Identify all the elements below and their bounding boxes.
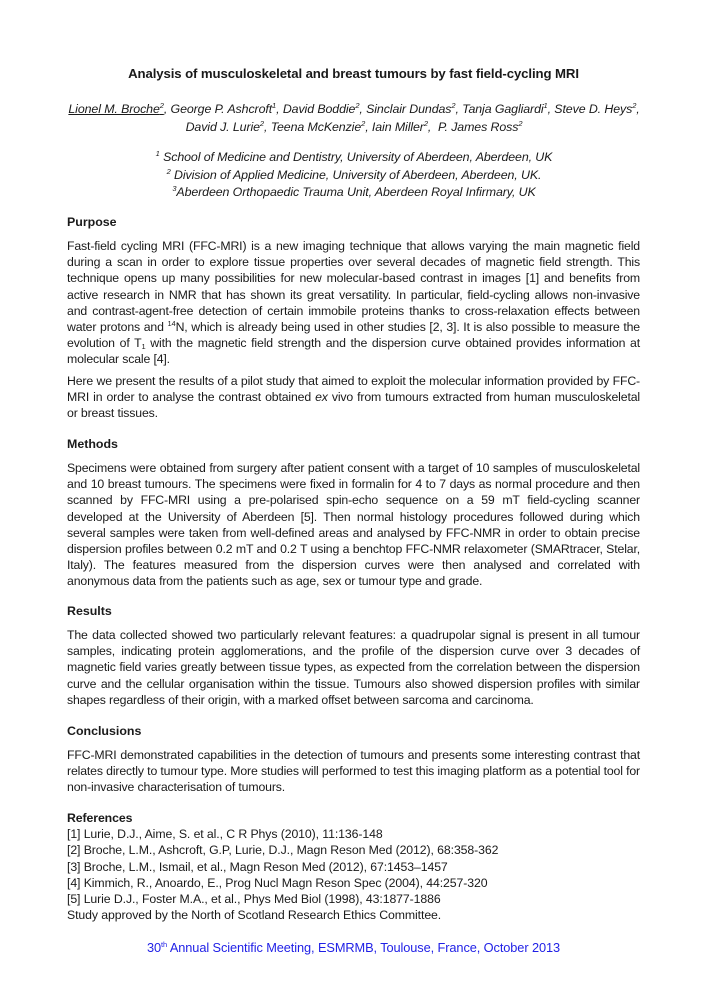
results-heading: Results: [67, 604, 112, 618]
author: Sinclair Dundas$^2$,: [366, 101, 463, 116]
affiliation: $^1$ School of Medicine and Dentistry, University of Aberdeen, Aberdeen, UK: [155, 149, 553, 164]
author: George P. Ashcroft$^1$,: [170, 101, 283, 116]
methods-heading: Methods: [67, 437, 118, 451]
author: P. James Ross$^2$: [437, 119, 523, 134]
conference-footer: 30th Annual Scientific Meeting, ESMRMB, Toulouse, France, October 2013: [146, 940, 561, 955]
author-list: [60, 100, 648, 136]
presenting-author: Lionel M. Broche$^2$: [68, 101, 164, 116]
author: Steve D. Heys$^2$,: [554, 101, 640, 116]
author: David Boddie$^2$,: [282, 101, 367, 116]
reference-item: [3] Broche, L.M., Ismail, et al., Magn Reson Med (2012), 67:1453–1457: [67, 859, 448, 874]
purpose-paragraph-1: Fast-field cycling MRI (FFC-MRI) is a new imaging technique that allows varying the main magnetic field during a scan in order to explore tissue properties over several decades of magnetic field strength. This technique opens up many possibilities for new molecular-based contrast in images [1] and benefits from active research in NMR that has shown its great versatility. In particular, field-cycling allows non-invasive and contrast-agent-free detection of certain immobile proteins thanks to cross-relaxation effects between water protons and $^{14}$N, which is already being used in other studies [2, 3]. It is also possible to measure the evolution of $T_1$ with the magnetic field strength and the dispersion curve obtained provides information at molecular scale [4].: [67, 239, 640, 367]
reference-item: [5] Lurie D.J., Foster M.A., et al., Phys Med Biol (1998), 43:1877-1886: [67, 892, 441, 907]
references-section: [67, 810, 498, 923]
reference-item: [4] Kimmich, R., Anoardo, E., Prog Nucl Magn Reson Spec (2004), 44:257-320: [67, 875, 488, 890]
affiliation: $^3$Aberdeen Orthopaedic Trauma Unit, Aberdeen Royal Infirmary, UK: [172, 184, 536, 199]
conclusions-paragraph: FFC-MRI demonstrated capabilities in the detection of tumours and presents some interesting contrast that relates directly to tumour type. More studies will performed to test this imaging platform as a potential tool for non-invasive characterisation of tumours.: [67, 748, 640, 795]
author: Teena McKenzie$^2$,: [270, 119, 372, 134]
author: David J. Lurie$^2$,: [185, 119, 271, 134]
paper-title: Analysis of musculoskeletal and breast tumours by fast field-cycling MRI: [128, 66, 579, 81]
reference-item: [1] Lurie, D.J., Aime, S. et al., C R Phys (2010), 11:136-148: [67, 827, 383, 842]
author: Tanja Gagliardi$^1$,: [462, 101, 555, 116]
author: Iain Miller$^2$,: [371, 119, 438, 134]
purpose-paragraph-2: Here we present the results of a pilot study that aimed to exploit the molecular information provided by FFC-MRI in order to analyse the contrast obtained ex vivo from tumours extracted from human musculoskeletal or breast tissues.: [67, 374, 640, 421]
author: Lionel M. Broche$^2$,: [68, 101, 171, 116]
affiliation-list: [60, 149, 648, 202]
references-heading: References: [67, 811, 133, 825]
affiliation: $^2$ Division of Applied Medicine, University of Aberdeen, Aberdeen, UK.: [166, 166, 542, 182]
reference-item: [2] Broche, L.M., Ashcroft, G.P, Lurie, D.J., Magn Reson Med (2012), 68:358-362: [67, 843, 499, 858]
methods-paragraph: Specimens were obtained from surgery after patient consent with a target of 10 samples of musculoskeletal and 10 breast tumours. The specimens were fixed in formalin for 4 to 7 days as normal procedure and then scanned by FFC-MRI using a pre-polarised spin-echo sequence on a 59 mT field-cycling scanner developed at the University of Aberdeen [5]. Then normal histology procedures followed during which several samples were taken from well-defined areas and analysed by FFC-NMR in order to obtain precise dispersion profiles between 0.2 mT and 0.2 T using a benchtop FFC-NMR relaxometer (SMARtracer, Stelar, Italy). The features measured from the dispersion curves were then analysed and correlated with anonymous data from the patients such as age, sex or tumour type and grade.: [67, 461, 640, 589]
ethics-statement: Study approved by the North of Scotland Research Ethics Committee.: [67, 908, 442, 923]
conclusions-heading: Conclusions: [67, 724, 142, 738]
results-paragraph: The data collected showed two particularly relevant features: a quadrupolar signal is present in all tumour samples, indicating protein agglomerations, and the profile of the dispersion curve over 3 decades of magnetic field varies greatly between tissue types, as expected from the correlation between the dispersion curve and the cellular organisation within the tissue. Tumours also showed dispersion profiles with similar shapes regardless of their origin, with a marked offset between sarcoma and carcinoma.: [67, 628, 640, 707]
purpose-heading: Purpose: [67, 215, 117, 229]
